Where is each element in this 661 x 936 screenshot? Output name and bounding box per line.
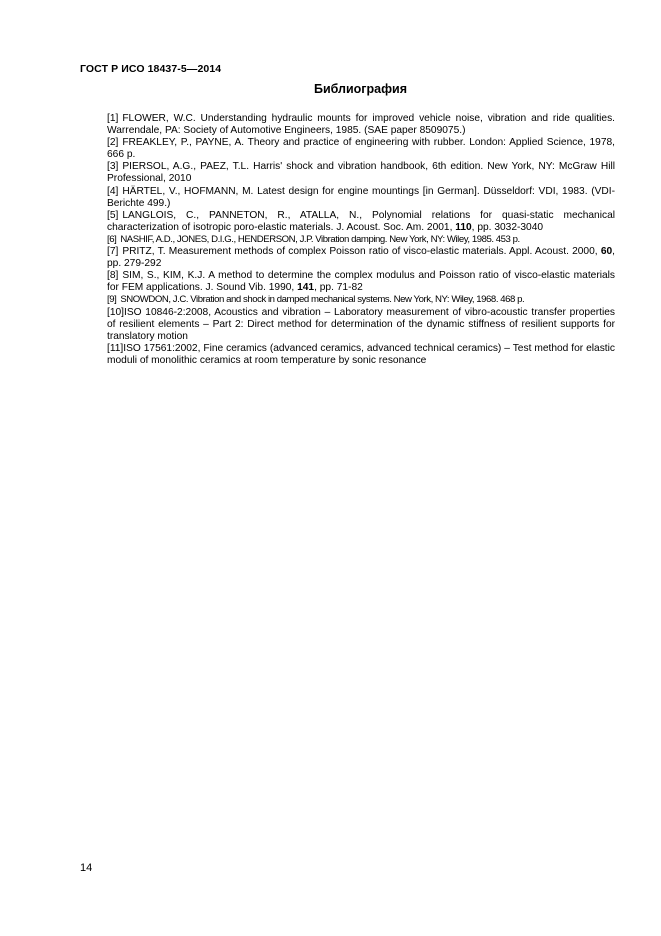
reference-text: FREAKLEY, P., PAYNE, A. Theory and practice of engineering with rubber. London: Applied Science, 1978, 666 p. [107,137,615,161]
reference-number: [10] [107,306,124,318]
reference-list [107,113,615,367]
reference-number: [6] [107,233,117,245]
reference-volume: 60 [600,246,613,258]
reference-text: ISO 17561:2002, Fine ceramics (advanced ceramics, advanced technical ceramics) – Test method for elastic moduli of monolithic ceramics at room temperature by sonic resonance [107,342,615,366]
reference-pages: , pp. 279-292 [107,246,615,270]
reference-number: [8] [107,270,119,282]
reference-number: [4] [107,185,119,197]
reference-text: LANGLOIS, C., PANNETON, R., ATALLA, N., Polynomial relations for quasi-static mechanical characterization of isotropic poro-elastic materials. J. Acoust. Soc. Am. 2001, [107,209,615,233]
reference-item-7 [107,246,615,270]
reference-text: PIERSOL, A.G., PAEZ, T.L. Harris' shock and vibration handbook, 6th edition. New York, NY: McGraw Hill Professional, 2010 [107,161,615,185]
bibliography-title: Библиография [313,82,408,96]
reference-item-1 [107,113,615,137]
reference-number: [3] [107,161,119,173]
reference-text: FLOWER, W.C. Understanding hydraulic mounts for improved vehicle noise, vibration and ride qualities. Warrendale, PA: Society of Automotive Engineers, 1985. (SAE paper 8509075.) [107,113,615,137]
reference-item-6 [107,234,615,246]
reference-item-3 [107,161,615,185]
reference-item-8 [107,270,615,294]
reference-text: SIM, S., KIM, K.J. A method to determine the complex modulus and Poisson ratio of visco-elastic materials for FEM applications. J. Sound Vib. 1990, [107,270,615,294]
reference-number: [7] [107,246,119,258]
reference-text: PRITZ, T. Measurement methods of complex Poisson ratio of visco-elastic materials. Appl. Acoust. 2000, [122,246,601,258]
reference-number: [9] [107,294,117,306]
reference-text: ISO 10846-2:2008, Acoustics and vibration – Laboratory measurement of vibro-acoustic transfer properties of resilient elements – Part 2: Direct method for determination of the dynamic stiffness of resilient supports for translatory motion [107,306,615,342]
reference-number: [2] [107,137,119,149]
reference-number: [11] [107,342,124,354]
document-standard-code: ГОСТ Р ИСО 18437-5—2014 [80,63,222,75]
reference-item-9 [107,294,615,306]
reference-item-11 [107,343,615,367]
reference-item-5 [107,210,615,234]
reference-pages: , pp. 3032-3040 [471,221,544,233]
reference-text: HÄRTEL, V., HOFMANN, M. Latest design for engine mountings [in German]. Düsseldorf: VDI, 1983. (VDI-Berichte 499.) [107,185,615,209]
reference-item-2 [107,137,615,161]
reference-text: SNOWDON, J.C. Vibration and shock in damped mechanical systems. New York, NY: Wiley, 1968. 468 p. [120,294,525,306]
reference-pages: , pp. 71-82 [314,282,363,294]
reference-item-10 [107,307,615,343]
page-number: 14 [80,862,93,874]
reference-text: NASHIF, A.D., JONES, D.I.G., HENDERSON, J.P. Vibration damping. New York, NY: Wiley, 1985. 453 p. [120,233,520,245]
reference-volume: 141 [297,282,315,294]
reference-item-4 [107,186,615,210]
reference-number: [1] [107,113,119,124]
reference-number: [5] [107,209,119,221]
reference-volume: 110 [455,221,472,233]
